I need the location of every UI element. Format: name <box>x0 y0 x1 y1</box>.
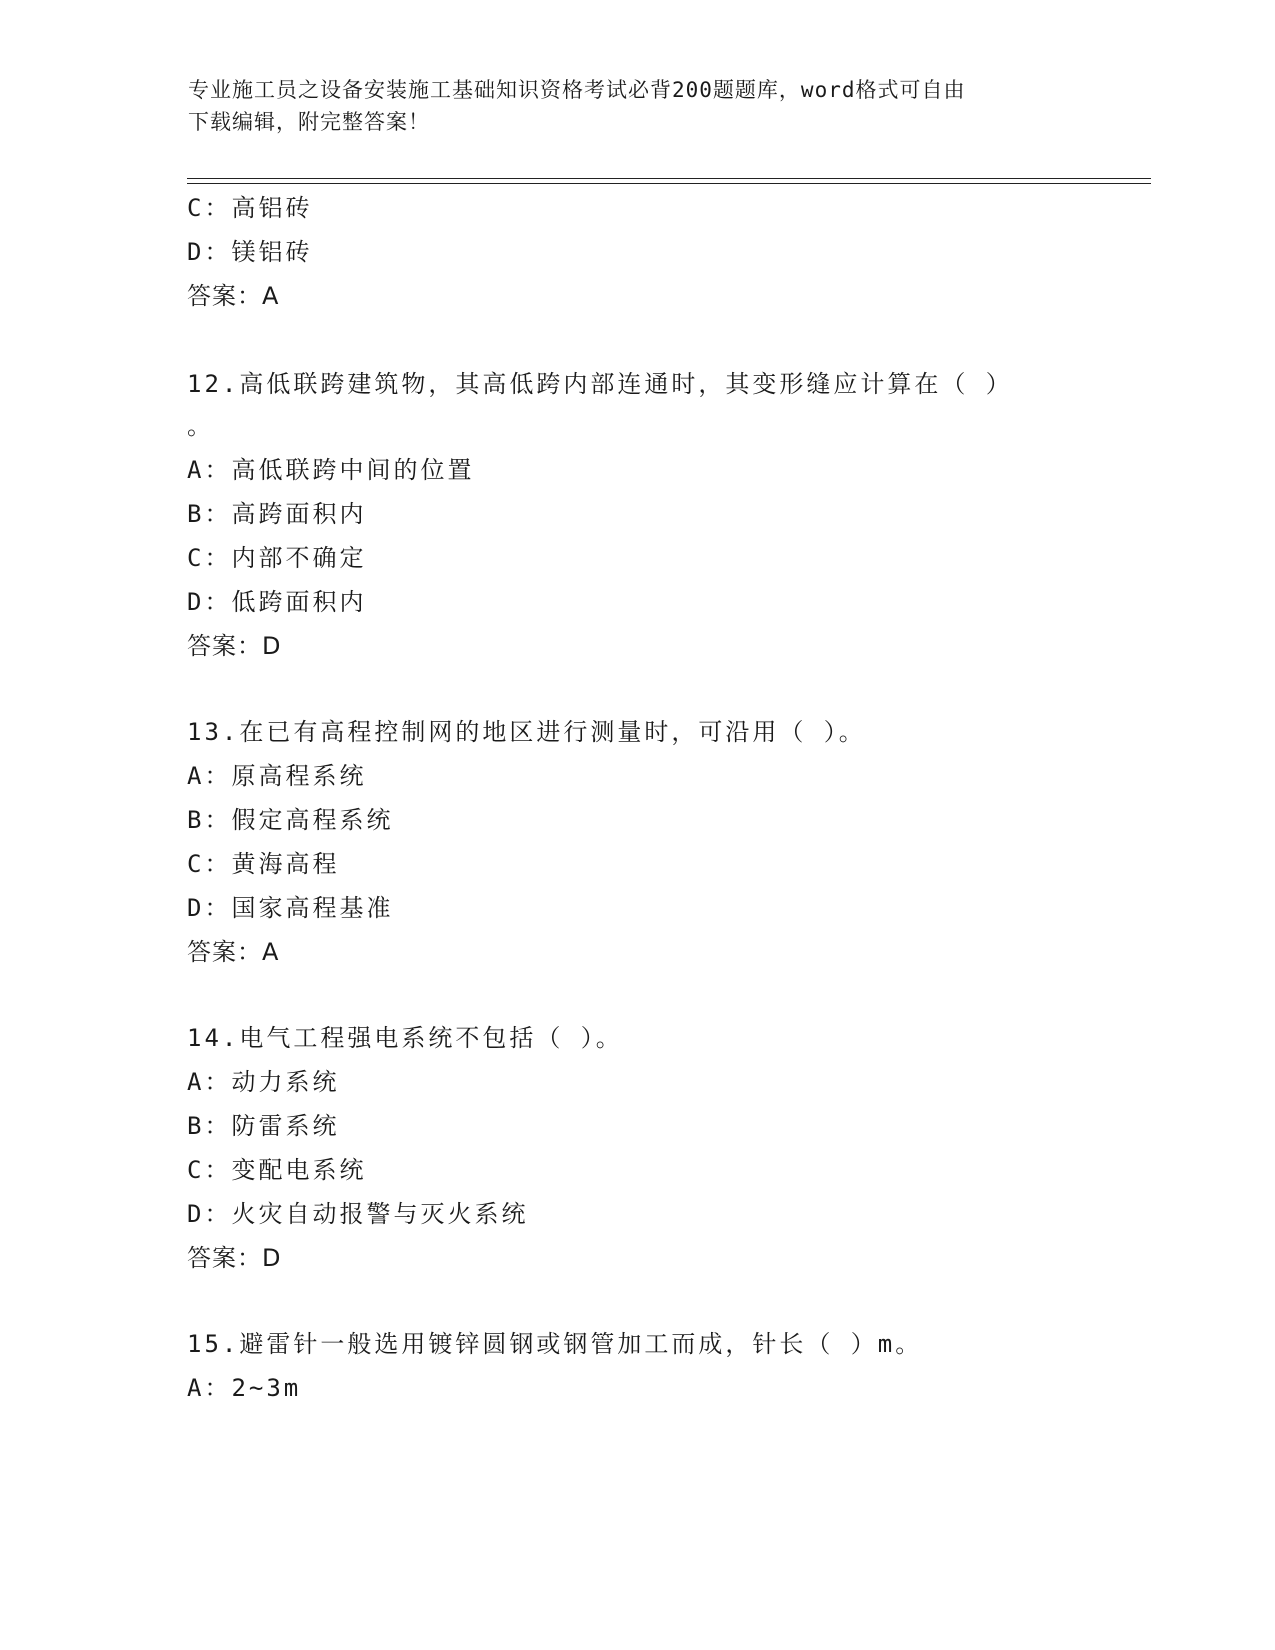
q12-answer: 答案：D <box>187 632 282 660</box>
q14-option-b: B：防雷系统 <box>187 1112 340 1140</box>
header-divider-top <box>187 178 1151 179</box>
header-title-line-1: 专业施工员之设备安装施工基础知识资格考试必背200题题库，word格式可自由 <box>188 78 966 102</box>
q11-answer: 答案：A <box>187 282 280 310</box>
q12-option-b: B：高跨面积内 <box>187 500 367 528</box>
q11-option-c: C：高铝砖 <box>187 194 313 222</box>
q13-option-b: B：假定高程系统 <box>187 806 394 834</box>
document-header <box>188 74 1068 138</box>
q14-answer: 答案：D <box>187 1244 282 1272</box>
q12-stem: 12.高低联跨建筑物，其高低跨内部连通时，其变形缝应计算在（ ） <box>187 370 1013 398</box>
q14-option-d: D：火灾自动报警与灭火系统 <box>187 1200 529 1228</box>
header-divider-bottom <box>187 183 1151 184</box>
q14-option-a: A：动力系统 <box>187 1068 340 1096</box>
q13-answer: 答案：A <box>187 938 280 966</box>
q11-option-d: D：镁铝砖 <box>187 238 313 266</box>
q12-stem-continuation: 。 <box>187 412 214 440</box>
q12-option-a: A：高低联跨中间的位置 <box>187 456 475 484</box>
q14-option-c: C：变配电系统 <box>187 1156 367 1184</box>
q15-stem: 15.避雷针一般选用镀锌圆钢或钢管加工而成，针长（ ）m。 <box>187 1330 923 1358</box>
q15-option-a: A：2~3m <box>187 1374 302 1402</box>
q12-option-d: D：低跨面积内 <box>187 588 367 616</box>
q13-option-d: D：国家高程基准 <box>187 894 394 922</box>
q13-stem: 13.在已有高程控制网的地区进行测量时，可沿用（ ）。 <box>187 718 866 746</box>
q13-option-a: A：原高程系统 <box>187 762 367 790</box>
q12-option-c: C：内部不确定 <box>187 544 367 572</box>
header-title-line-2: 下载编辑，附完整答案！ <box>188 110 430 134</box>
q14-stem: 14.电气工程强电系统不包括（ ）。 <box>187 1024 623 1052</box>
q13-option-c: C：黄海高程 <box>187 850 340 878</box>
